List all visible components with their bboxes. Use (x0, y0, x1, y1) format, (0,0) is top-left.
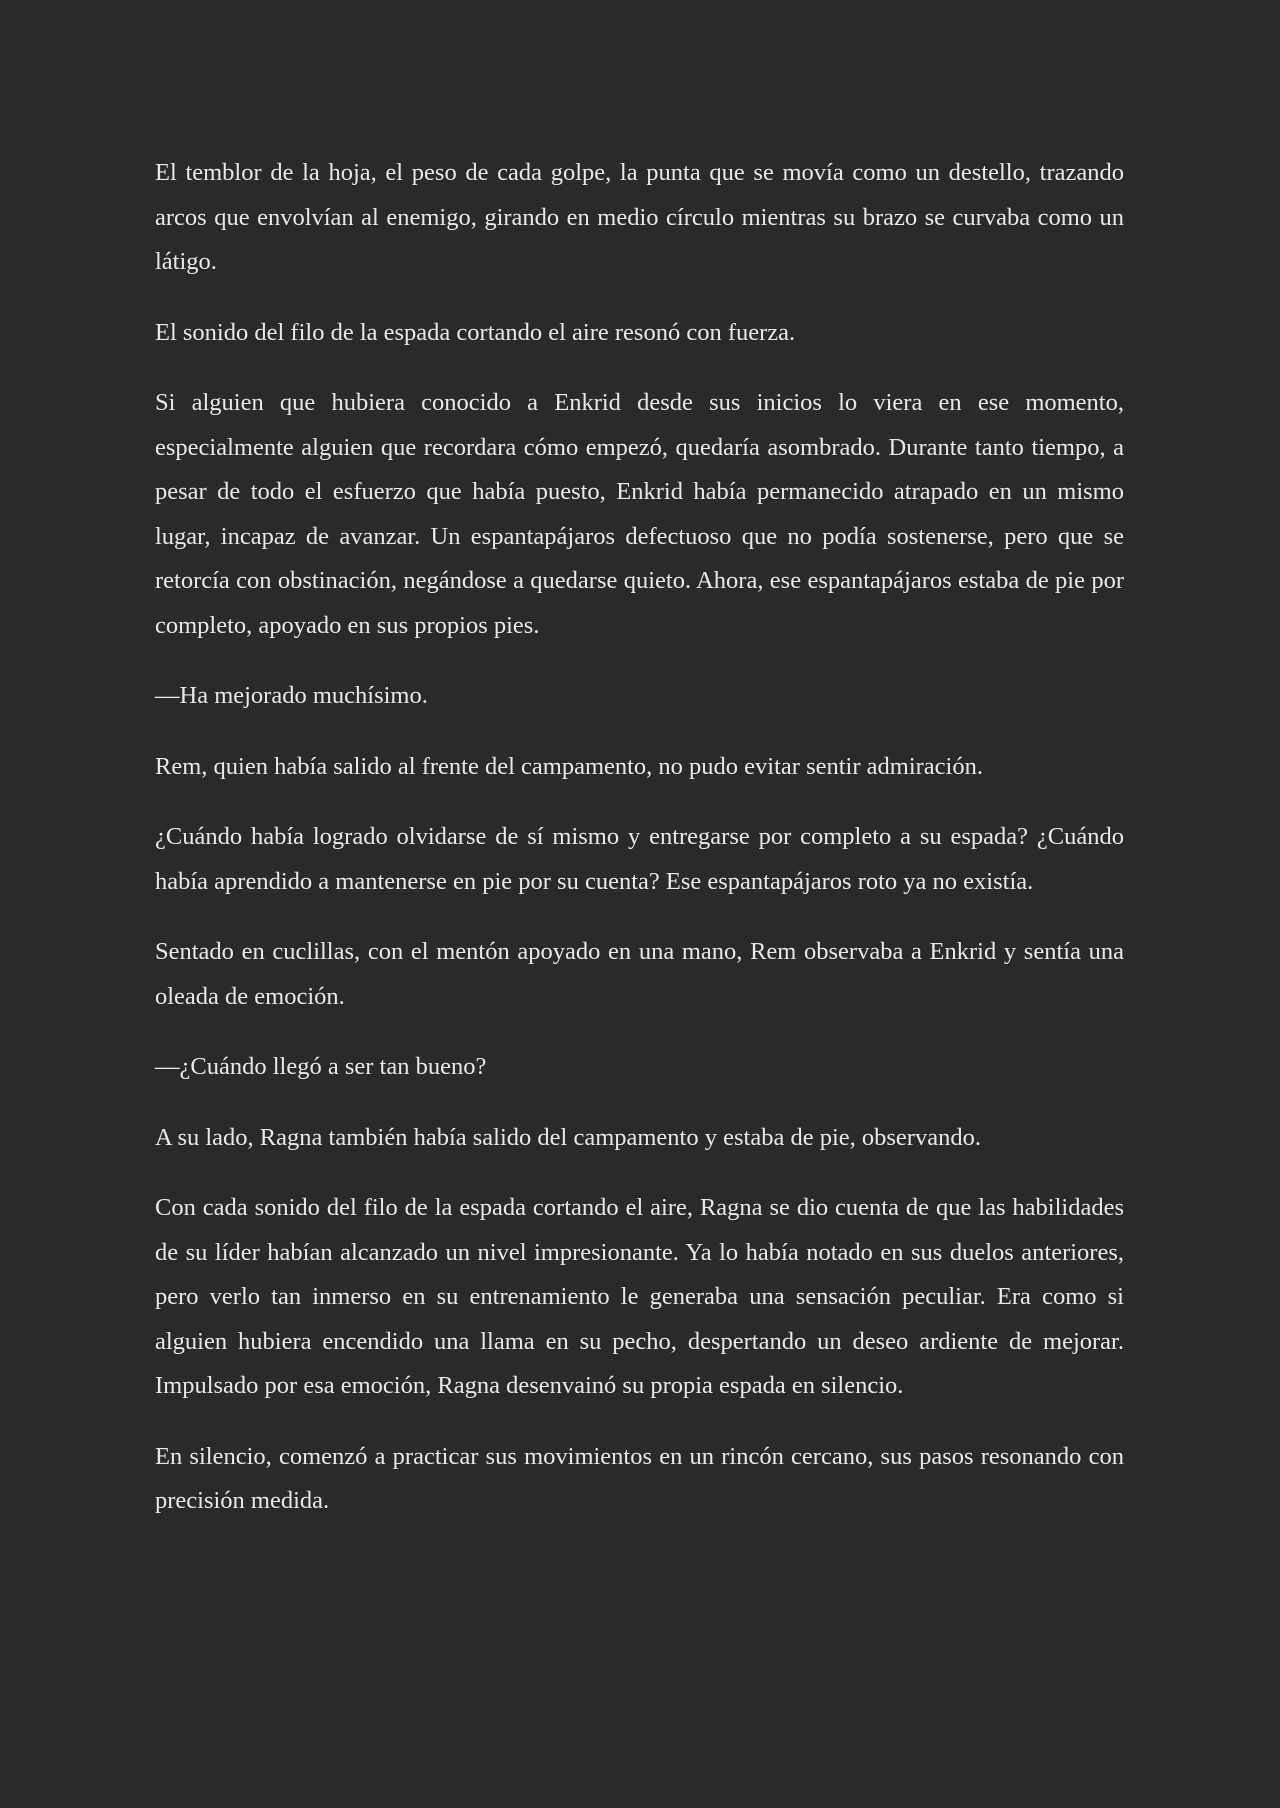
paragraph: Sentado en cuclillas, con el mentón apoyado en una mano, Rem observaba a Enkrid y sentía una oleada de emoción. (155, 938, 1124, 1010)
paragraph: Rem, quien había salido al frente del campamento, no pudo evitar sentir admiración. (155, 752, 983, 780)
paragraph: En silencio, comenzó a practicar sus movimientos en un rincón cercano, sus pasos resonando con precisión medida. (155, 1442, 1124, 1514)
chapter-text (155, 151, 1124, 1550)
paragraph: El sonido del filo de la espada cortando el aire resonó con fuerza. (155, 318, 796, 346)
dialogue-paragraph: —Ha mejorado muchísimo. (155, 682, 428, 709)
paragraph: A su lado, Ragna también había salido del campamento y estaba de pie, observando. (155, 1123, 981, 1151)
dialogue-paragraph: —¿Cuándo llegó a ser tan bueno? (155, 1053, 487, 1080)
paragraph: Con cada sonido del filo de la espada cortando el aire, Ragna se dio cuenta de que las habilidades de su líder habían alcanzado un nivel impresionante. Ya lo había notado en sus duelos anteriores, pero verlo tan inmerso en su entrenamiento le generaba una sensación peculiar. Era como si alguien hubiera encendido una llama en su pecho, despertando un deseo ardiente de mejorar. Impulsado por esa emoción, Ragna desenvainó su propia espada en silencio. (155, 1194, 1124, 1399)
paragraph: El temblor de la hoja, el peso de cada golpe, la punta que se movía como un destello, trazando arcos que envolvían al enemigo, girando en medio círculo mientras su brazo se curvaba como un látigo. (155, 159, 1124, 275)
paragraph: ¿Cuándo había logrado olvidarse de sí mismo y entregarse por completo a su espada? ¿Cuándo había aprendido a mantenerse en pie por su cuenta? Ese espantapájaros roto ya no existía. (155, 823, 1124, 895)
paragraph: Si alguien que hubiera conocido a Enkrid desde sus inicios lo viera en ese momento, especialmente alguien que recordara cómo empezó, quedaría asombrado. Durante tanto tiempo, a pesar de todo el esfuerzo que había puesto, Enkrid había permanecido atrapado en un mismo lugar, incapaz de avanzar. Un espantapájaros defectuoso que no podía sostenerse, pero que se retorcía con obstinación, negándose a quedarse quieto. Ahora, ese espantapájaros estaba de pie por completo, apoyado en sus propios pies. (155, 389, 1124, 639)
